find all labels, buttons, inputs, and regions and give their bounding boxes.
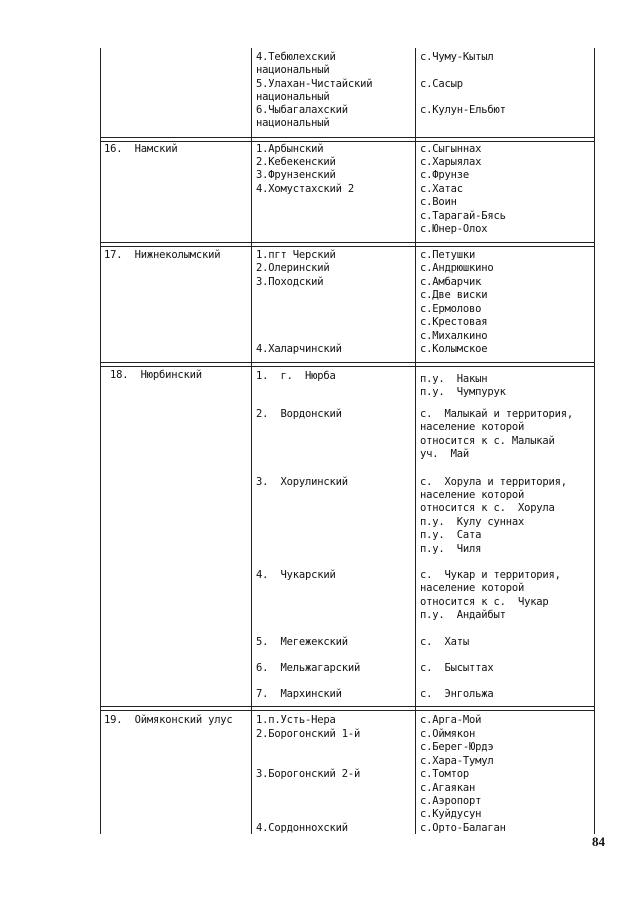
district-line: 4.Хомустахский 2: [256, 183, 354, 195]
settlement-line: с.Аэропорт: [420, 795, 482, 807]
settlement-line: относится к с. Чукар: [420, 596, 549, 608]
district-line: 5.Улахан-Чистайский: [256, 78, 373, 90]
region-name: 18. Нюрбинский: [110, 369, 202, 381]
district-line: 2.Олеринский: [256, 262, 330, 274]
settlement-line: с. Энгольжа: [420, 688, 494, 700]
district-line: 1.п.Усть-Нера: [256, 714, 336, 726]
district-line: 2.Борогонский 1-й: [256, 728, 361, 740]
district-line: 6.Чыбагалахский: [256, 104, 348, 116]
settlement-line: население которой: [420, 489, 525, 501]
settlement-line: с.Юнер-Олох: [420, 223, 488, 235]
settlement-line: с.Агаякан: [420, 782, 476, 794]
settlement-line: с.Берег-Юрдэ: [420, 741, 494, 753]
settlement-line: с.Андрюшкино: [420, 262, 494, 274]
settlement-line: с.Ермолово: [420, 303, 482, 315]
table-left-border: [100, 48, 101, 834]
district-line: 2.Кебекенский: [256, 156, 336, 168]
settlement-line: с.Оймякон: [420, 728, 476, 740]
settlement-line: с.Воин: [420, 196, 457, 208]
row-separator-2: [100, 242, 595, 247]
settlement-line: с.Фрунзе: [420, 169, 469, 181]
settlement-line: с.Сасыр: [420, 78, 463, 90]
district-line: национальный: [256, 91, 330, 103]
district-line: 3. Хорулинский: [256, 476, 348, 488]
settlement-line: уч. Май: [420, 448, 469, 460]
district-line: 2. Вордонский: [256, 408, 342, 420]
settlement-line: с.Кулун-Ельбют: [420, 104, 506, 116]
settlement-line: п.у. Кулу суннах: [420, 516, 525, 528]
settlement-line: п.у. Андайбыт: [420, 609, 506, 621]
district-line: 5. Мегежекский: [256, 636, 348, 648]
settlement-line: п.у. Накын: [420, 373, 488, 385]
settlement-line: п.у. Сата: [420, 529, 482, 541]
district-line: 4.Сордоннохский: [256, 822, 348, 834]
settlement-line: с.Сыгыннах: [420, 143, 482, 155]
settlement-line: с.Колымское: [420, 343, 488, 355]
settlement-line: с.Тарагай-Бясь: [420, 210, 506, 222]
settlement-line: с.Арга-Мой: [420, 714, 482, 726]
settlement-line: с. Хорула и территория,: [420, 476, 567, 488]
district-line: национальный: [256, 64, 330, 76]
district-line: 4.Тебюлехский: [256, 51, 336, 63]
settlement-line: относится к с. Хорула: [420, 502, 555, 514]
page-number: 84: [592, 834, 605, 849]
district-line: национальный: [256, 117, 330, 129]
settlement-line: с.Две виски: [420, 289, 488, 301]
table-column-divider-2: [415, 48, 416, 834]
district-line: 7. Мархинский: [256, 688, 342, 700]
settlement-line: п.у. Чумпурук: [420, 386, 506, 398]
region-name: 19. Оймяконский улус: [104, 714, 233, 726]
settlement-line: с.Томтор: [420, 768, 469, 780]
settlement-line: относится к с. Малыкай: [420, 435, 555, 447]
district-line: 4. Чукарский: [256, 569, 336, 581]
row-separator-1: [100, 137, 595, 142]
settlement-line: население которой: [420, 582, 525, 594]
table-right-border: [594, 48, 595, 834]
settlement-line: с.Хатас: [420, 183, 463, 195]
settlement-line: с.Михалкино: [420, 330, 488, 342]
settlement-line: с. Чукар и территория,: [420, 569, 561, 581]
settlement-line: с. Хаты: [420, 636, 469, 648]
district-line: 1. г. Нюрба: [256, 370, 336, 382]
settlement-line: с.Амбарчик: [420, 276, 482, 288]
settlement-line: с.Орто-Балаган: [420, 822, 506, 834]
district-line: 3.Походский: [256, 276, 324, 288]
district-line: 1.Арбынский: [256, 143, 324, 155]
settlement-line: с.Чуму-Кытыл: [420, 51, 494, 63]
region-name: 16. Намский: [104, 143, 178, 155]
settlement-line: с.Куйдусун: [420, 808, 482, 820]
district-line: 3.Борогонский 2-й: [256, 768, 361, 780]
district-line: 6. Мельжагарский: [256, 662, 361, 674]
district-line: 4.Халарчинский: [256, 343, 342, 355]
settlement-line: с. Малыкай и территория,: [420, 408, 574, 420]
settlement-line: с.Петушки: [420, 249, 476, 261]
district-line: 3.Фрунзенский: [256, 169, 336, 181]
settlement-line: население которой: [420, 421, 525, 433]
region-name: 17. Нижнеколымский: [104, 249, 221, 261]
settlement-line: с.Крестовая: [420, 316, 488, 328]
row-separator-4: [100, 706, 595, 711]
table-column-divider-1: [251, 48, 252, 834]
settlement-line: с. Бысыттах: [420, 662, 494, 674]
settlement-line: с.Хара-Тумул: [420, 755, 494, 767]
settlement-line: с.Харыялах: [420, 156, 482, 168]
settlement-line: п.у. Чиля: [420, 543, 482, 555]
row-separator-3: [100, 362, 595, 367]
district-line: 1.пгт Черский: [256, 249, 336, 261]
